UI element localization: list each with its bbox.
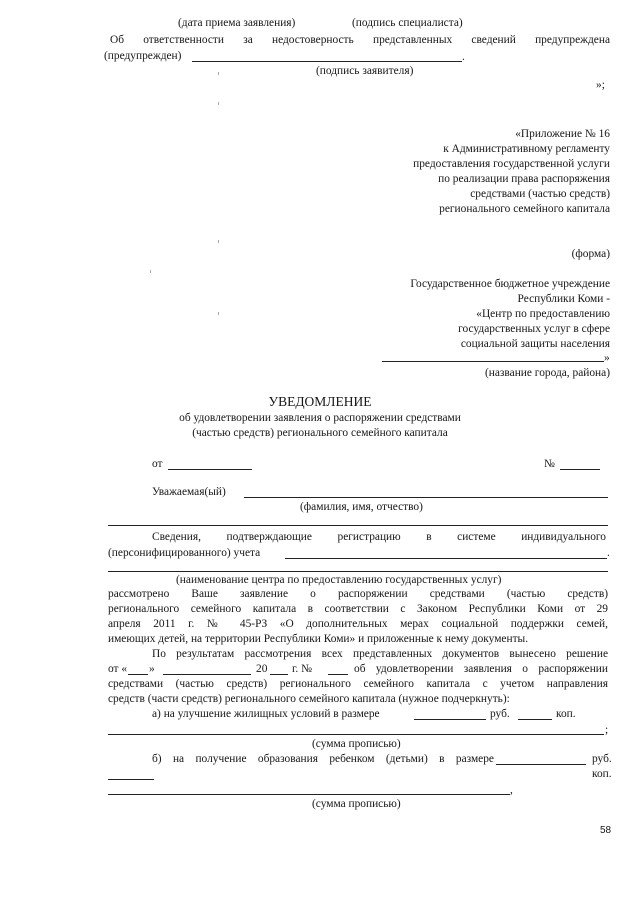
para1-line-2: регионального семейного капитала в соответствии с Законом Республики Коми от 29	[108, 603, 608, 615]
decision-number-line	[328, 674, 348, 675]
item-b-rub-line	[496, 764, 586, 765]
form-label: (форма)	[571, 248, 610, 260]
registration-line-2: (персонифицированного) учета	[108, 547, 261, 559]
notice-title: УВЕДОМЛЕНИЕ	[268, 394, 372, 409]
applicant-signature-line	[192, 61, 462, 62]
registration-value-line	[285, 558, 607, 559]
institution-line-1: Государственное бюджетное учреждение	[410, 278, 610, 290]
annex-line-2: к Административному регламенту	[443, 143, 610, 155]
registration-line-1: Сведения, подтверждающие регистрацию в системе индивидуального	[152, 531, 606, 543]
item-a-caption: (сумма прописью)	[312, 738, 401, 750]
decision-month-line	[163, 674, 251, 675]
annex-line-5: средствами (частью средств)	[470, 188, 610, 200]
para2-line-2-rest: об удовлетворении заявления о распоряжении	[354, 663, 608, 675]
date-line	[168, 469, 252, 470]
item-a-words-line	[108, 734, 604, 735]
city-caption: (название города, района)	[484, 367, 610, 379]
decision-day-line	[128, 674, 148, 675]
scan-speck	[218, 72, 219, 75]
center-caption: (наименование центра по предоставлению государственных услуг)	[176, 574, 502, 586]
specialist-signature-caption: (подпись специалиста)	[352, 17, 463, 29]
notice-subtitle-1: об удовлетворении заявления о распоряжении средствами	[179, 412, 461, 424]
number-line	[560, 469, 600, 470]
scan-speck	[150, 270, 151, 273]
name-line	[244, 497, 608, 498]
annex-line-4: по реализации права распоряжения	[438, 173, 610, 185]
decision-year-line	[270, 674, 288, 675]
para1-line-4: имеющих детей, на территории Республики Коми» и приложенные к нему документы.	[108, 633, 529, 645]
item-b-text: б) на получение образования ребенком (детьми) в размере	[152, 753, 494, 765]
number-label: №	[544, 458, 555, 470]
salutation: Уважаемая(ый)	[152, 486, 226, 498]
scan-speck	[218, 240, 219, 243]
notice-subtitle-2: (частью средств) регионального семейного капитала	[192, 427, 448, 439]
institution-line-2: Республики Коми -	[517, 293, 610, 305]
scan-speck	[218, 312, 219, 315]
annex-line-3: предоставления государственной услуги	[413, 158, 610, 170]
item-a-rub-line	[414, 719, 486, 720]
item-a-text: а) на улучшение жилищных условий в размере	[152, 708, 380, 720]
page-number: 58	[600, 825, 612, 836]
para2-line-4: средств (части средств) регионального семейного капитала (нужное подчеркнуть):	[108, 693, 510, 705]
institution-line-4: государственных услуг в сфере	[458, 323, 610, 335]
para2-line-3: средствами (частью средств) регионального семейного капитала с учетом направления	[108, 678, 608, 690]
item-a-kop-line	[518, 719, 552, 720]
annex-line-1: «Приложение № 16	[515, 128, 610, 140]
para1-line-3: апреля 2011 г. № 45-РЗ «О дополнительных мерах социальной поддержки семей,	[108, 618, 608, 630]
scan-speck	[218, 102, 219, 105]
center-name-line	[108, 571, 608, 572]
city-line	[382, 361, 604, 362]
item-b-kop-line	[108, 779, 154, 780]
name-caption: (фамилия, имя, отчество)	[300, 501, 423, 513]
institution-line-3: «Центр по предоставлению	[476, 308, 610, 320]
blank-line-1	[108, 525, 608, 526]
para2-line-1: По результатам рассмотрения всех представленных документов вынесено решение	[152, 648, 608, 660]
from-label: от	[152, 458, 163, 470]
item-b-caption: (сумма прописью)	[312, 798, 401, 810]
institution-line-5: социальной защиты населения	[460, 338, 610, 350]
applicant-signature-caption: (подпись заявителя)	[316, 65, 414, 77]
liability-line-2: (предупрежден)	[104, 50, 182, 62]
para1-line-1: рассмотрено Ваше заявление о распоряжении средствами (частью средств)	[108, 588, 608, 600]
annex-line-6: регионального семейного капитала	[439, 203, 610, 215]
closing-quote: »;	[596, 79, 605, 91]
liability-line-1: Об ответственности за недостоверность представленных сведений предупреждена	[110, 34, 610, 46]
date-received-caption: (дата приема заявления)	[178, 17, 296, 29]
item-b-words-line	[108, 794, 510, 795]
